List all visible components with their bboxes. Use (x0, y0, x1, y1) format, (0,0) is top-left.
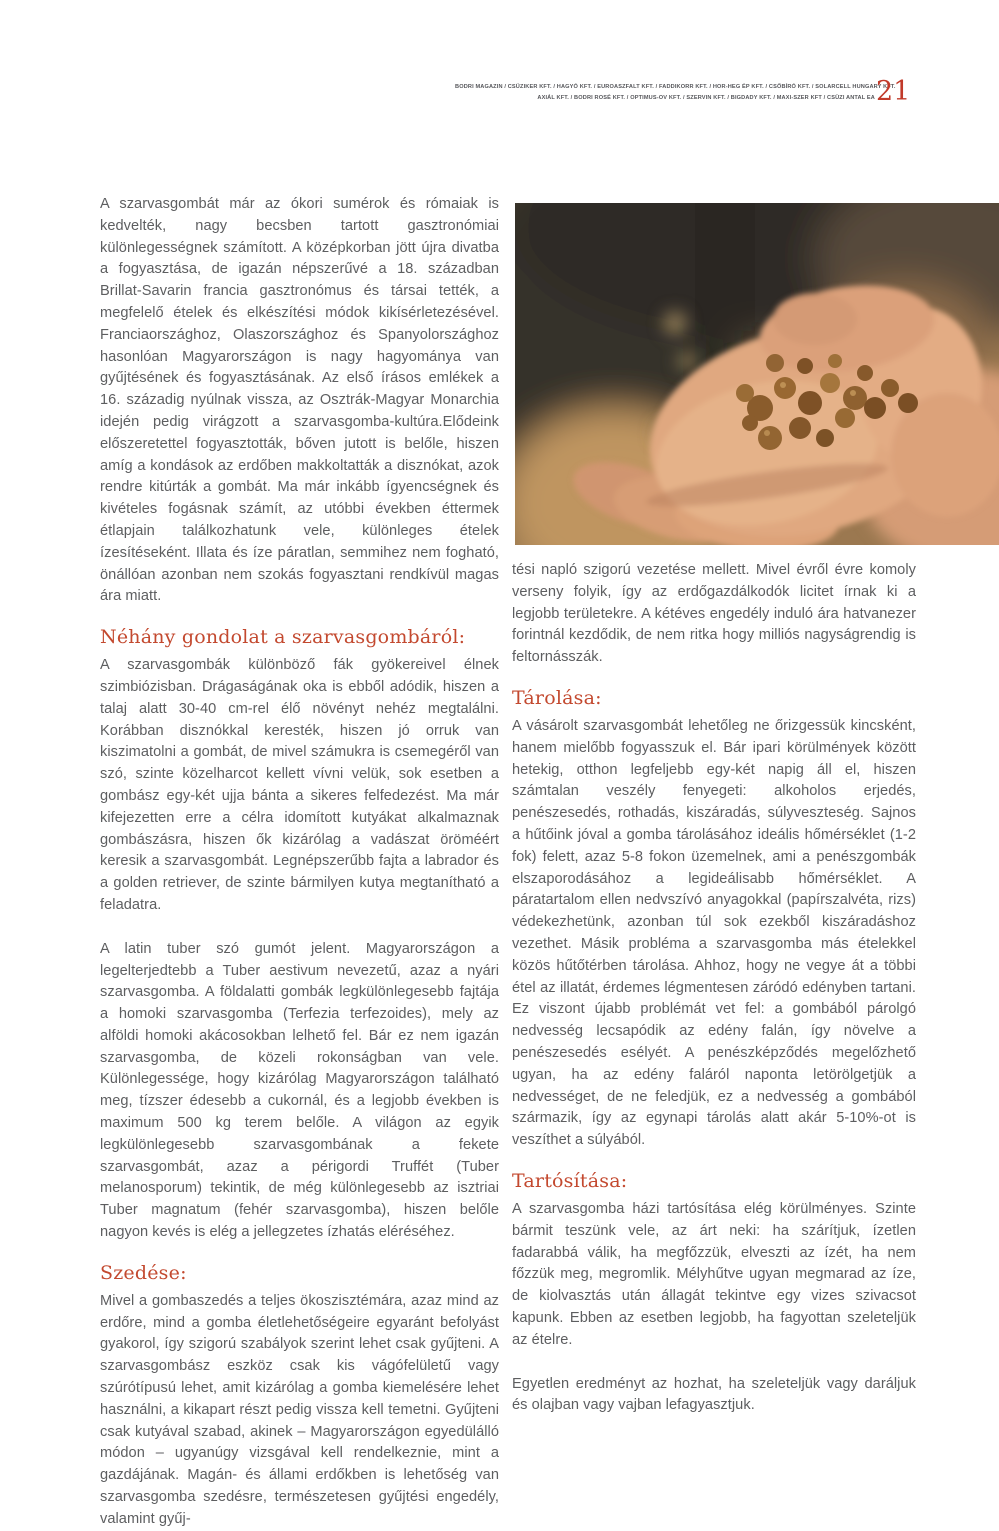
intro-paragraph: A szarvasgombát már az ókori sumérok és rómaiak is kedvelték, nagy becsben tartott gasztronómiai különlegességnek számított. A középkorban jött újra divatba a fogyasztása, de igazán népszerűvé a 18. században Brillat-Savarin francia gasztronómus és társai tették, a megfelelő ételek és elkészítési módok kikísérletezésével. Franciaországhoz, Olaszországhoz és Spanyolországhoz hasonlóan Magyarországon is nagy hagyománya van gyűjtésének és fogyasztásának. Az első írásos emlékek a 16. századig nyúlnak vissza, az Osztrák-Magyar Monarchia idején pedig virágzott a szarvasgomba-kultúra.Elődeink előszeretettel fogyasztották, bőven jutott is belőle, hiszen amíg a kondások az erdőben makkoltatták a disznókat, azok rendre kitúrták a gombát. Ma már inkább ígyencségnek és kivételes fogásnak számít, az utóbbi években éttermek étlapjain találkozhatunk vele, különleges ételek ízesítéseként. Illata és íze páratlan, semmihez nem fogható, önállóan azonban nem szokás fogyasztani rendkívül magas ára miatt. (100, 196, 499, 605)
credits-line-1: BODRI MAGAZIN / CSÜZIKER KFT. / HAGYÓ KFT. / EUROASZFALT KFT. / FADDIKORR KFT. / HOR-HEG ÉP KFT. / CSŐBÍRÓ KFT. / SOLARCELL HUNGARY KFT. (455, 84, 896, 90)
page-number: 21 (876, 76, 911, 107)
truffle-photo (515, 203, 999, 545)
tartositasa-closing-paragraph: Egyetlen eredményt az hozhat, ha szeleteljük vagy daráljuk és olajban vagy vajban lefagyasztjuk. (512, 1375, 916, 1414)
gondolatok-paragraph: A szarvasgombák különböző fák gyökereivel élnek szimbiózisban. Drágaságának oka is ebből adódik, hiszen a talaj alatt 30-40 cm-rel élő növényt nehéz megtalálni. Korábban disznókkal keresték, hiszen jó orruk van kiszimatolni a gombát, de mivel számukra is csemegéről van szó, szinte közelharcot kellett vívni velük, sok esetben a gombász egy-két ujja bánta a sikeres felfedezést. Ma már kifejezetten erre a célra idomított kutyákat alkalmaznak gombászásra, hiszen ők kizárólag a vadászat öröméért keresik a szarvasgombát. Legnépszerűbb fajta a labrador és a golden retriever, de szinte bármilyen kutya megtanítható a feladatra. (100, 657, 499, 913)
left-column (100, 194, 499, 1531)
szedese-paragraph: Mivel a gombaszedés a teljes ökoszisztémára, azaz mind az erdőre, mind a gomba életlehetőségeire egyaránt befolyást gyakorol, így szigorú szabályok szerint lehet csak gyűjteni. A szarvasgombász eszköz csak kis vágófelületű vagy szúrótípusú lehet, amit kizárólag a gomba kiemelésére lehet használni, a kikapart részt pedig vissza kell temetni. Gyűjteni csak kutyával szabad, akinek – Magyarországon egyedülálló módon – ugyanúgy vizsgával kell rendelkeznie, mint a gazdájának. Magán- és állami erdőkben is lehetőség van szarvasgomba szedésre, természetesen gyűjtési engedély, valamint gyűj- (100, 1292, 499, 1527)
section-heading-tartositasa: Tartósítása: (512, 1169, 628, 1192)
szedese-continued-paragraph: tési napló szigorú vezetése mellett. Mivel évről évre komoly verseny folyik, így az erdőgazdálkodók licitet írnak ki a legjobb területekre. A kétéves engedély induló ára hatvanezer forintnál kezdődik, de nem ritka hogy milliós nagyságrendig is feltornásszák. (512, 562, 916, 666)
tarolasa-paragraph: A vásárolt szarvasgombát lehetőleg ne őrizgessük kincsként, hanem mielőbb fogyasszuk el. Bár ipari körülmények között hetekig, otthon legfeljebb egy-két napig áll el, hiszen számtalan veszély fenyegeti: alkoholos erjedés, penészesedés, rothadás, kiszáradás, súlyveszteség. Sajnos a hűtőink jóval a gomba tárolásához ideális hőmérséklet (1-2 fok) felett, azaz 5-8 fokon üzemelnek, ami a penészgombák elszaporodásához a legideálisabb hőmérséklet. A páratartalom ellen nedvszívó anyagokkal (papírszalvéta, rizs) védekezhetünk, azonban túl sok ezekből kiszáradáshoz vezethet. Másik probléma a szarvasgomba más ételekkel közös hűtőtérben tárolása. Ahhoz, hogy ne vegye át a többi étel az illatát, érdemes légmentesen záródó edényben tartani. Ez viszont újabb problémát vet fel: a gombából párolgó nedvesség lecsapódik az edény falán, így növelve a penészesedés esélyét. A penészképződés megelőzhető ugyan, ha az edény faláról naponta letörölgetjük a nedvességet, de ne feledjük, ez a nedvesség a gombából származik, így az egynapi tárolás alatt akár 5-10%-ot is veszíthet a súlyából. (512, 717, 916, 1149)
tuber-paragraph: A latin tuber szó gumót jelent. Magyarországon a legelterjedtebb a Tuber aestivum nevezetű, azaz a nyári szarvasgomba. A földalatti gombák legkülönlegesebb fajtája a homoki szarvasgomba (Terfezia terfezoides), mely az alföldi homoki akácosokban lelhető fel. Bár ez nem igazán szarvasgomba, de közeli rokonságban van vele. Különlegessége, hogy kizárólag Magyarországon található meg, tízszer édesebb a cukornál, és a legjobb években is maximum 500 kg terem belőle. A világon az egyik legkülönlegesebb szarvasgombának a fekete szarvasgombát, azaz a périgordi Truffét (Tuber melanosporum) tekintik, de még különlegesebb az isztriai Tuber magnatum (fehér szarvasgomba), hiszen belőle nagyon kevés is elég a jellegzetes ízhatás eléréséhez. (100, 940, 499, 1241)
credits-line-2: AXIÁL KFT. / BODRI ROSÉ KFT. / OPTIMUS-OV KFT. / SZERVIN KFT. / BIGDADY KFT. / MAXI-SZER KFT / CSÜZI ANTAL EA (537, 95, 875, 101)
section-heading-gondolatok: Néhány gondolat a szarvasgombáról: (100, 626, 466, 649)
section-heading-tarolasa: Tárolása: (512, 686, 602, 709)
tartositasa-paragraph: A szarvasgomba házi tartósítása elég körülményes. Szinte bármit teszünk vele, az árt neki: ha szárítjuk, ízetlen fadarabbá válik, ha megfőzzük, elveszti az ízét, ha nem főzzük meg, megromlik. Mélyhűtve ugyan megmarad az íze, de kiolvasztás után állagát tekintve egy vizes szivacsot kapunk. Ebben az esetben legjobb, ha fagyottan szeleteljük az ételre. (512, 1200, 916, 1348)
right-column (512, 560, 916, 1417)
section-heading-szedese: Szedése: (100, 1261, 187, 1284)
masthead-credits (455, 82, 896, 104)
truffle-photo-illustration (515, 203, 999, 545)
